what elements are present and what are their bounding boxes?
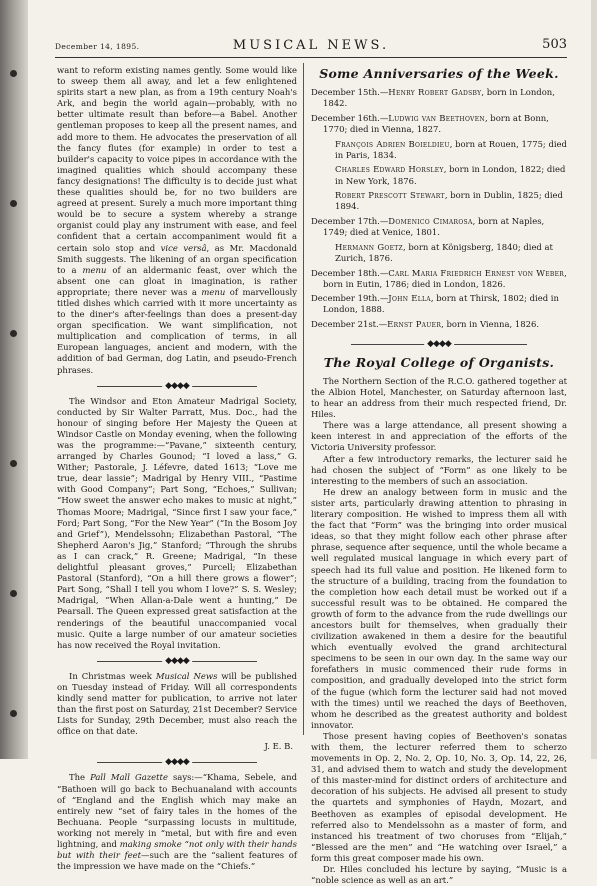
organ-names-paragraph: want to reform existing names gently. Some would like to sweep them all away, and let a few enlightened spirits start a new plan, as from a 19th century Noah's Ark, and begin the world again—probably, with no better ultimate result than before—a Babel. Another gentleman proposes to keep all the present names, and add more to them. He advocates the preservation of all the fancy flutes (for example) in order to test a builder's capacity to voice pipes in accordance with the imagined qualities which should accompany these fancy designations! The difficulty is to decide just what these qualities should be, for no two builders are agreed at present. Surely a much more important thing would be to secure a system whereby a strange organist could play any instrument with ease, and feel confident that a certain accompaniment would fit a certain solo stop and vice versâ, as Mr. Macdonald Smith suggests. The likening of an organ specification to a menu of an aldermanic feast, over which the absent one can gloat in imagination, is rather appropriate; there never was a menu of marvellously titled dishes which carried with it more uncertainty as to the diner's after-feelings than does a present-day organ specification. We want simplification, not multiplication and complication of terms, in all European languages, ancient and modern, with the addition of bad German, dog Latin, and pseudo-French phrases. bbox=[57, 65, 297, 375]
binding-hole bbox=[10, 70, 17, 77]
section-divider: ◆◆◆◆ bbox=[57, 752, 297, 772]
anniversaries-heading: Some Anniversaries of the Week. bbox=[319, 66, 559, 81]
list-item: December 19th.—John Ella, born at Thirsk, 1802; died in London, 1888. bbox=[311, 293, 559, 315]
list-item: December 18th.—Carl Maria Friedrich Ernest von Weber, born in Eutin, 1786; died in London, 1826. bbox=[311, 267, 567, 289]
left-column bbox=[57, 65, 297, 872]
running-header bbox=[55, 38, 567, 54]
list-item: December 15th.—Henry Robert Gadsby, born in London, 1842. bbox=[311, 87, 555, 109]
section-divider: ◆◆◆◆ bbox=[57, 651, 297, 671]
binding-hole bbox=[10, 330, 17, 337]
page-edge bbox=[591, 0, 597, 759]
header-date: December 14, 1895. bbox=[55, 42, 140, 51]
list-item: François Adrien Boieldieu, born at Rouen, 1775; died in Paris, 1834. bbox=[335, 138, 567, 160]
binding-hole bbox=[10, 200, 17, 207]
list-item: Charles Edward Horsley, born in London, 1822; died in New York, 1876. bbox=[335, 164, 566, 186]
binding-hole bbox=[10, 460, 17, 467]
list-item: Robert Prescott Stewart, born in Dublin, 1825; died 1894. bbox=[335, 190, 563, 212]
header-rule bbox=[55, 57, 567, 58]
binding-hole bbox=[10, 590, 17, 597]
rco-heading: The Royal College of Organists. bbox=[323, 354, 555, 370]
signature: J. E. B. bbox=[264, 741, 293, 752]
column-rule bbox=[303, 63, 304, 735]
header-title: MUSICAL NEWS. bbox=[232, 38, 390, 53]
christmas-notice: In Christmas week Musical News will be published on Tuesday instead of Friday. Will all correspondents kindly send matter for publication, to arrive not later than the first post on Saturday, 21st December? Service Lists for Sunday, 29th December, must also reach the office on that date. bbox=[57, 670, 297, 737]
list-item: December 16th.—Ludwig van Beethoven, born at Bonn, 1770; died in Vienna, 1827. bbox=[311, 112, 549, 134]
list-item: December 21st.—Ernst Pauer, born in Vienna, 1826. bbox=[311, 319, 540, 330]
rco-paragraph: There was a large attendance, all present showing a keen interest in and appreciation of the efforts of the Victoria University professor. bbox=[311, 420, 567, 453]
right-column bbox=[311, 65, 567, 886]
section-divider: ◆◆◆◆ bbox=[311, 334, 567, 354]
page-number: 503 bbox=[542, 37, 567, 52]
binding-hole bbox=[10, 710, 17, 717]
rco-paragraph: Dr. Hiles concluded his lecture by saying, “Music is a “noble science as well as an art.” bbox=[311, 864, 567, 886]
section-divider: ◆◆◆◆ bbox=[57, 376, 297, 396]
binding-edge bbox=[0, 0, 28, 759]
anniversaries-list bbox=[311, 87, 567, 330]
list-item: December 17th.—Domenico Cimarosa, born at Naples, 1749; died at Venice, 1801. bbox=[311, 216, 545, 238]
rco-paragraph: Those present having copies of Beethoven's sonatas with them, the lecturer referred them to scherzo movements in Op. 2, No. 2, Op. 10, No. 3, Op. 14, 22, 26, 31, and advised them to watch and study the development of this master-mind for distinct orders of architecture and decoration of his subjects. He advised all present to study the quartets and symphonies of Haydn, Mozart, and Beethoven as examples of episodal development. He referred also to Mendelssohn as a master of form, and instanced his treatment of two choruses from “Elijah,” “Blessed are the men” and “He watching over Israel,” a form this great composer made his own. bbox=[311, 730, 567, 863]
madrigal-paragraph: The Windsor and Eton Amateur Madrigal Society, conducted by Sir Walter Parratt, Mus. Doc., had the honour of singing before Her Majesty the Queen at Windsor Castle on Monday evening, when the following was the programme:—“Pavane,” sixteenth century, arranged by Charles Gounod; “I loved a lass,” G. Wither; Pastorale, J. Léfevre, dated 1613; “Love me true, dear lassie”; Madrigal by Henry VIII., “Pastime with Good Company”; Part Song, “Echoes,” Sullivan; “How sweet the answer echo makes to music at night,” Thomas Moore; Madrigal, “Since first I saw your face,” Ford; Part Song, “For the New Year” (“In the Bosom Joy and Grief”), Mendelssohn; Elizabethan Pastoral, “The Shepherd Aaron's Jig,” Stanford; “Through the shrubs as I can crack,” R. Greene; Madrigal, “In these delightful pleasant groves,” Purcell; Elizabethan Pastoral (Stanford), “On a hill there grows a flower”; Part Song, “Shall I tell you whom I love?” S. S. Wesley; Madrigal, “When Allan-a-Dale went a hunting,” De Pearsall. The Queen expressed great satisfaction at the renderings of the beautiful unaccompanied vocal music. Quite a large number of our amateur societies has now received the Royal invitation. bbox=[57, 395, 297, 650]
list-item: Hermann Goetz, born at Königsberg, 1840; died at Zurich, 1876. bbox=[335, 241, 553, 263]
rco-paragraph: He drew an analogy between form in music and the sister arts, particularly drawing attention to phrasing in literary composition. He wished to impress them all with the fact that “Form” was the bringing into order musical ideas, so that they might follow each other phrase after phrase, sequence after sequence, until the whole became a well regulated musical language in which every part of speech had its full value and position. He likened form to the structure of a building, tracing from the foundation to the completion how each detail must be worked out if a successful result was to be obtained. He compared the growth of form to the advance from the rude dwellings our ancestors built for themselves, when gradually their civilization awakened in them a desire for the beautiful which eventually evolved the grand architectural specimens to be seen in our own day. In the same way our forefathers in music commenced their rude forms in composition, and gradually developed into the strict form of the fugue (which form the lecturer said had not moved with the times) until we reached the days of Beethoven, whom he described as the greatest authority and boldest innovator. bbox=[311, 486, 567, 730]
rco-paragraph: After a few introductory remarks, the lecturer said he had chosen the subject of “Form” as one likely to be interesting to the members of such an association. bbox=[311, 453, 567, 486]
pall-mall-paragraph: The Pall Mall Gazette says:—“Khama, Sebele, and “Bathoen will go back to Bechuanaland with accounts of “England and the English which may make an entirely new “set of fairy tales in the homes of the Bechuana. People “surpassing locusts in multitude, working not merely in “metal, but with fire and even lightning, and making smoke “not only with their hands but with their feet—such are the “salient features of the impression we have made on the “Chiefs.” bbox=[57, 772, 297, 872]
rco-paragraph: The Northern Section of the R.C.O. gathered together at the Albion Hotel, Manchester, on Saturday afternoon last, to hear an address from their much respected friend, Dr. Hiles. bbox=[311, 375, 567, 420]
